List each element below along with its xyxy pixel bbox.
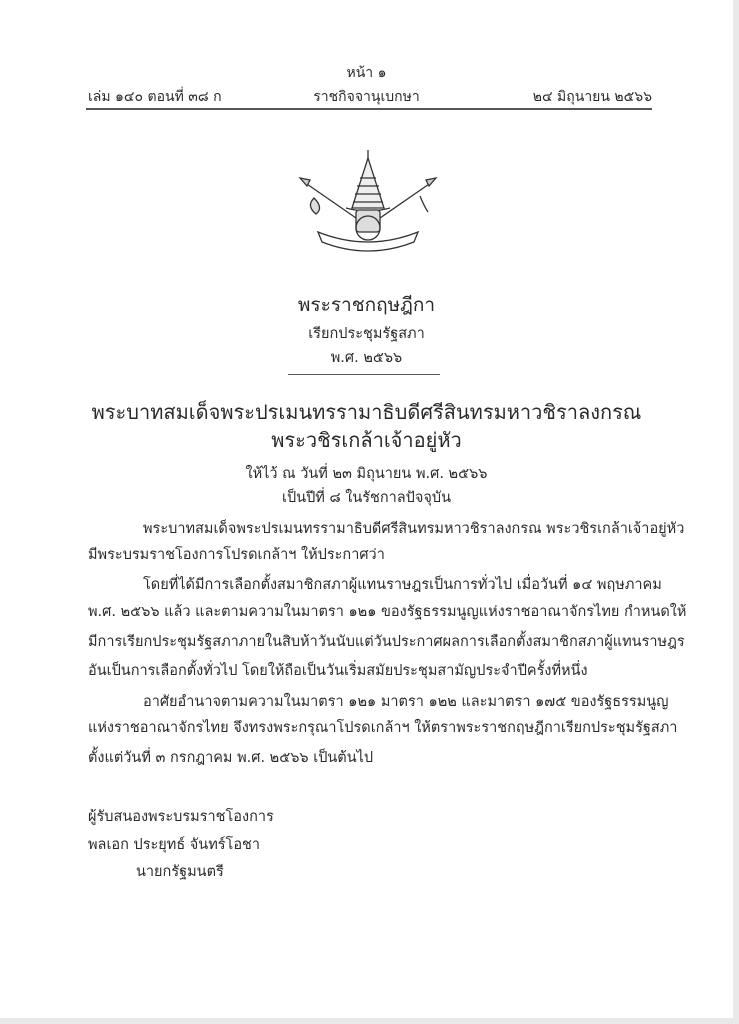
header-rule <box>86 108 652 110</box>
publication-name: ราชกิจจานุเบกษา <box>313 89 420 105</box>
publication-date: ๒๔ มิถุนายน ๒๕๖๖ <box>532 89 652 105</box>
body-line: พ.ศ. ๒๕๖๖ แล้ว และตามความในมาตรา ๑๒๑ ของรัฐธรรมนูญแห่งราชอาณาจักรไทย กำหนดให้ <box>88 604 687 620</box>
royal-emblem-icon <box>296 148 440 252</box>
body-line: อาศัยอำนาจตามความในมาตรา ๑๒๑ มาตรา ๑๒๒ และมาตรา ๑๗๕ ของรัฐธรรมนูญ <box>143 694 669 710</box>
body-line: อันเป็นการเลือกตั้งทั่วไป โดยให้ถือเป็นวันเริ่มสมัยประชุมสามัญประจำปีครั้งที่หนึ่ง <box>88 663 588 679</box>
body-line: โดยที่ได้มีการเลือกตั้งสมาชิกสภาผู้แทนราษฎรเป็นการทั่วไป เมื่อวันที่ ๑๔ พฤษภาคม <box>143 577 662 593</box>
title-rule <box>288 374 440 375</box>
body-line: พระบาทสมเด็จพระปรเมนทรรามาธิบดีศรีสินทรมหาวชิราลงกรณ พระวชิรเกล้าเจ้าอยู่หัว <box>143 521 685 537</box>
king-title-line1: พระบาทสมเด็จพระปรเมนทรรามาธิบดีศรีสินทรมหาวชิราลงกรณ <box>91 400 642 424</box>
decree-subtitle: เรียกประชุมรัฐสภา <box>308 326 425 342</box>
volume-issue: เล่ม ๑๔๐ ตอนที่ ๓๘ ก <box>88 89 222 105</box>
decree-year: พ.ศ. ๒๕๖๖ <box>330 350 403 366</box>
body-line: แห่งราชอาณาจักรไทย จึงทรงพระกรุณาโปรดเกล้าฯ ให้ตราพระราชกฤษฎีกาเรียกประชุมรัฐสภา <box>88 720 678 736</box>
decree-title: พระราชกฤษฎีกา <box>297 294 436 316</box>
given-date: ให้ไว้ ณ วันที่ ๒๓ มิถุนายน พ.ศ. ๒๕๖๖ <box>245 466 488 482</box>
signatory-position: นายกรัฐมนตรี <box>136 864 224 880</box>
signatory-name: พลเอก ประยุทธ์ จันทร์โอชา <box>88 837 261 853</box>
king-title-line2: พระวชิรเกล้าเจ้าอยู่หัว <box>271 428 462 452</box>
countersign-label: ผู้รับสนองพระบรมราชโองการ <box>88 809 274 825</box>
page-number: หน้า ๑ <box>346 65 387 81</box>
body-line: ตั้งแต่วันที่ ๓ กรกฎาคม พ.ศ. ๒๕๖๖ เป็นต้นไป <box>88 750 374 766</box>
body-line: มีการเรียกประชุมรัฐสภาภายในสิบห้าวันนับแต่วันประกาศผลการเลือกตั้งสมาชิกสภาผู้แทนราษฎร <box>88 634 685 650</box>
body-line: มีพระบรมราชโองการโปรดเกล้าฯ ให้ประกาศว่า <box>88 547 385 563</box>
reign-year: เป็นปีที่ ๘ ในรัชกาลปัจจุบัน <box>282 490 451 506</box>
